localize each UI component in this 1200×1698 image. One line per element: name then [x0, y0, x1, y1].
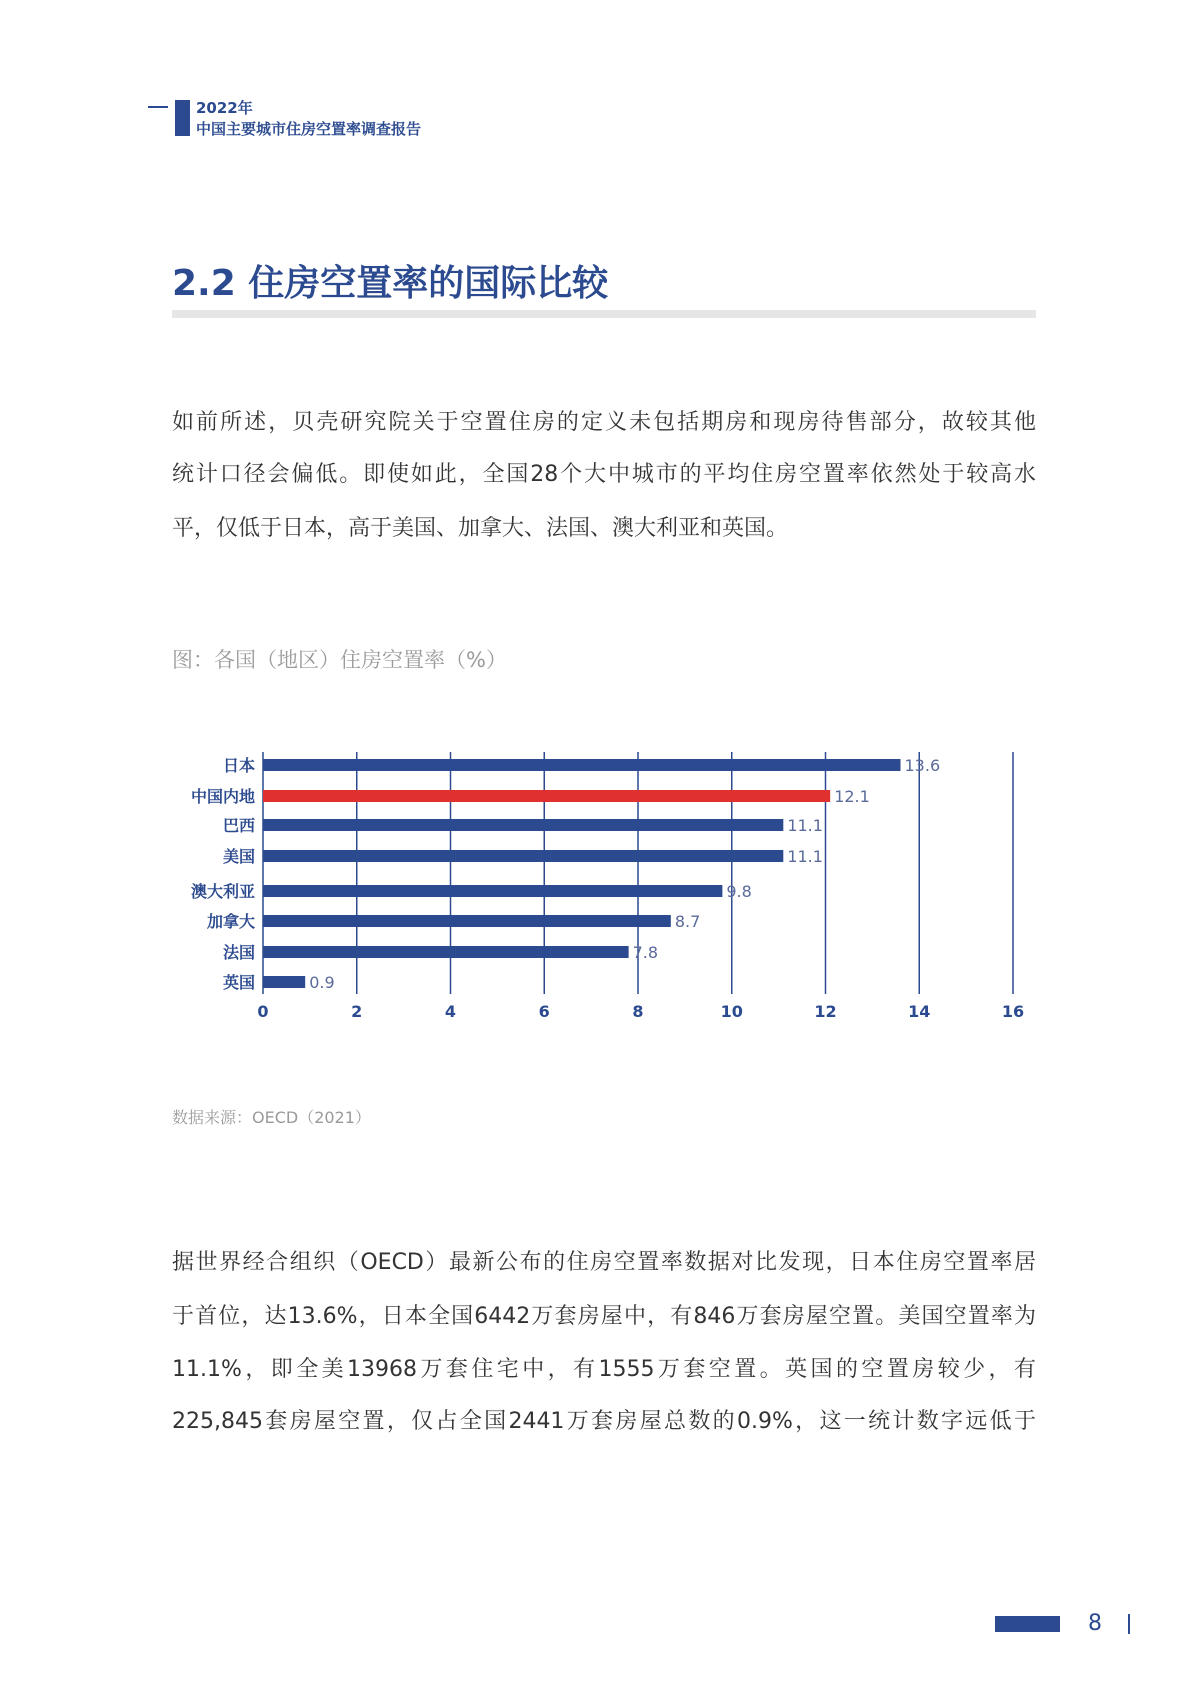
- data-label: 11.1: [787, 847, 823, 866]
- category-label: 英国: [222, 973, 255, 992]
- bar: [263, 946, 629, 958]
- x-tick-label: 16: [1001, 1002, 1025, 1021]
- category-label: 日本: [222, 756, 255, 775]
- bar: [263, 790, 830, 802]
- category-label: 澳大利亚: [190, 882, 255, 901]
- data-label: 0.9: [309, 973, 335, 992]
- bar: [263, 819, 783, 831]
- paragraph-2-line: 225,845套房屋空置，仅占全国2441万套房屋总数的0.9%，这一统计数字远低于: [172, 1409, 1036, 1434]
- data-label: 7.8: [632, 943, 659, 962]
- footer-accent-bar: [995, 1616, 1060, 1632]
- data-label: 8.7: [674, 912, 701, 931]
- footer-separator: [1128, 1614, 1130, 1634]
- x-tick-label: 14: [908, 1002, 931, 1021]
- x-tick-label: 0: [257, 1002, 269, 1021]
- category-label: 中国内地: [190, 787, 255, 806]
- x-tick-label: 10: [720, 1002, 743, 1021]
- bar: [263, 885, 722, 897]
- category-label: 巴西: [222, 816, 255, 835]
- paragraph-2-line: 11.1%，即全美13968万套住宅中，有1555万套空置。英国的空置房较少，有: [172, 1357, 1036, 1382]
- category-label: 法国: [222, 943, 255, 962]
- data-label: 12.1: [834, 787, 870, 806]
- x-tick-label: 2: [351, 1002, 363, 1021]
- paragraph-1-line: 平，仅低于日本，高于美国、加拿大、法国、澳大利亚和英国。: [172, 516, 789, 541]
- paragraph-1-line: 如前所述，贝壳研究院关于空置住房的定义未包括期房和现房待售部分，故较其他: [172, 410, 1036, 435]
- x-tick-label: 4: [444, 1002, 457, 1021]
- data-label: 9.8: [726, 882, 752, 901]
- data-source: 数据来源：OECD（2021）: [172, 1108, 371, 1127]
- header-report-title: 中国主要城市住房空置率调查报告: [196, 120, 422, 138]
- section-title: 2.2 住房空置率的国际比较: [172, 263, 609, 304]
- bar: [263, 759, 901, 771]
- x-tick-label: 12: [814, 1002, 837, 1021]
- paragraph-2-line: 据世界经合组织（OECD）最新公布的住房空置率数据对比发现，日本住房空置率居: [172, 1250, 1036, 1275]
- category-label: 加拿大: [206, 912, 255, 931]
- x-tick-label: 8: [632, 1002, 644, 1021]
- data-label: 11.1: [787, 816, 823, 835]
- x-tick-label: 6: [538, 1002, 550, 1021]
- paragraph-1-line: 统计口径会偏低。即使如此，全国28个大中城市的平均住房空置率依然处于较高水: [172, 462, 1036, 487]
- paragraph-2-line: 于首位，达13.6%，日本全国6442万套房屋中，有846万套房屋空置。美国空置率为: [172, 1304, 1036, 1329]
- category-label: 美国: [222, 847, 255, 866]
- bar: [263, 850, 783, 862]
- bar: [263, 915, 671, 927]
- bar: [263, 976, 305, 988]
- page-number: 8: [1088, 1611, 1102, 1636]
- chart-caption: 图：各国（地区）住房空置率（%）: [172, 648, 507, 672]
- data-label: 13.6: [904, 756, 941, 775]
- header-year: 2022年: [196, 99, 253, 117]
